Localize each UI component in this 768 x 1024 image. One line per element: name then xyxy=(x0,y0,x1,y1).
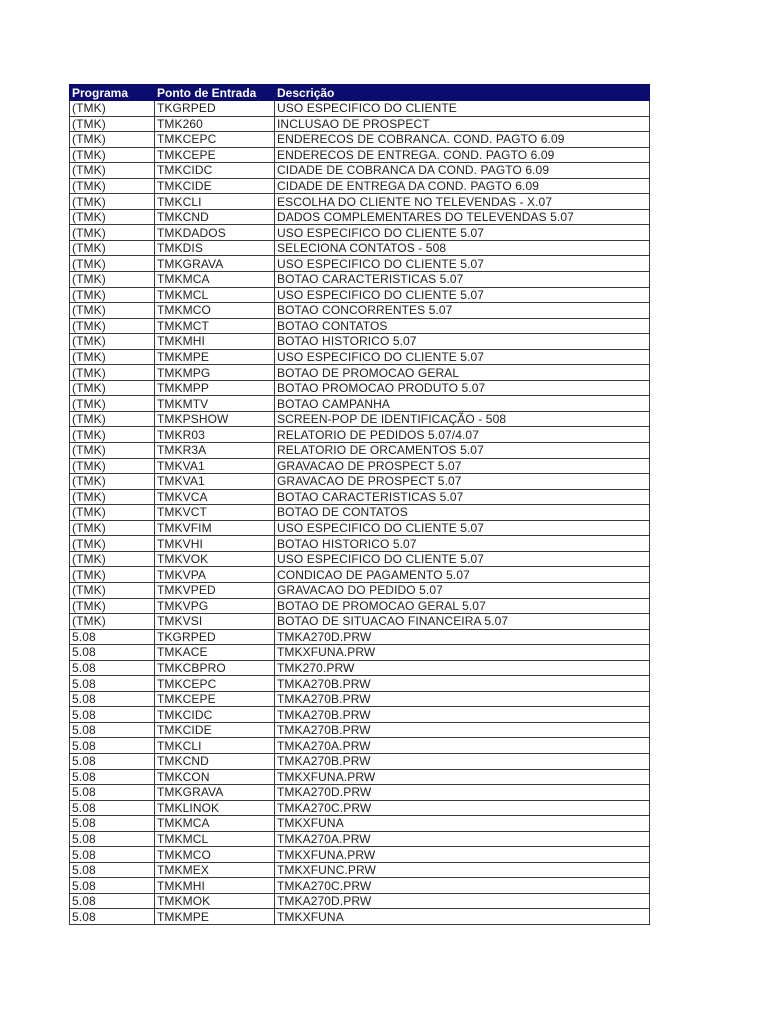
cell-descricao: USO ESPECIFICO DO CLIENTE 5.07 xyxy=(275,520,650,536)
table-row xyxy=(70,645,650,661)
cell-descricao: TMKA270C.PRW xyxy=(275,800,650,816)
cell-ponto-de-entrada: TMKVPED xyxy=(155,582,275,598)
cell-ponto-de-entrada: TMKDIS xyxy=(155,240,275,256)
cell-programa: (TMK) xyxy=(70,365,155,381)
cell-descricao: USO ESPECIFICO DO CLIENTE xyxy=(275,101,650,117)
cell-programa: 5.08 xyxy=(70,707,155,723)
table-row xyxy=(70,116,650,132)
cell-ponto-de-entrada: TMKR03 xyxy=(155,427,275,443)
cell-ponto-de-entrada: TMKCND xyxy=(155,753,275,769)
cell-programa: 5.08 xyxy=(70,847,155,863)
cell-ponto-de-entrada: TMKVCA xyxy=(155,489,275,505)
table-row xyxy=(70,380,650,396)
cell-descricao: BOTAO CARACTERISTICAS 5.07 xyxy=(275,272,650,288)
cell-programa: 5.08 xyxy=(70,909,155,925)
cell-descricao: SCREEN-POP DE IDENTIFICAÇÃO - 508 xyxy=(275,411,650,427)
cell-ponto-de-entrada: TKGRPED xyxy=(155,629,275,645)
cell-descricao: TMKXFUNA xyxy=(275,816,650,832)
cell-programa: (TMK) xyxy=(70,567,155,583)
cell-ponto-de-entrada: TMKCEPE xyxy=(155,147,275,163)
entry-points-table xyxy=(69,84,650,925)
cell-ponto-de-entrada: TMKCIDE xyxy=(155,178,275,194)
table-row xyxy=(70,629,650,645)
cell-programa: (TMK) xyxy=(70,505,155,521)
cell-programa: (TMK) xyxy=(70,334,155,350)
cell-ponto-de-entrada: TMKMHI xyxy=(155,878,275,894)
cell-programa: (TMK) xyxy=(70,303,155,319)
cell-descricao: BOTAO DE SITUACAO FINANCEIRA 5.07 xyxy=(275,614,650,630)
cell-programa: (TMK) xyxy=(70,101,155,117)
cell-programa: 5.08 xyxy=(70,660,155,676)
cell-programa: (TMK) xyxy=(70,520,155,536)
table-row xyxy=(70,551,650,567)
cell-programa: (TMK) xyxy=(70,116,155,132)
table-row xyxy=(70,893,650,909)
cell-programa: (TMK) xyxy=(70,194,155,210)
table-row xyxy=(70,909,650,925)
cell-ponto-de-entrada: TMKCLI xyxy=(155,738,275,754)
cell-programa: (TMK) xyxy=(70,147,155,163)
cell-ponto-de-entrada: TMKVFIM xyxy=(155,520,275,536)
cell-ponto-de-entrada: TMKCLI xyxy=(155,194,275,210)
cell-descricao: TMK270.PRW xyxy=(275,660,650,676)
table-row xyxy=(70,396,650,412)
table-row xyxy=(70,831,650,847)
cell-programa: (TMK) xyxy=(70,318,155,334)
cell-programa: (TMK) xyxy=(70,272,155,288)
cell-descricao: TMKA270A.PRW xyxy=(275,831,650,847)
cell-programa: 5.08 xyxy=(70,629,155,645)
table-row xyxy=(70,800,650,816)
cell-descricao: BOTAO DE PROMOCAO GERAL xyxy=(275,365,650,381)
cell-descricao: ESCOLHA DO CLIENTE NO TELEVENDAS - X.07 xyxy=(275,194,650,210)
table-row xyxy=(70,287,650,303)
table-row xyxy=(70,660,650,676)
cell-programa: 5.08 xyxy=(70,769,155,785)
table-row xyxy=(70,862,650,878)
cell-descricao: ENDERECOS DE COBRANCA. COND. PAGTO 6.09 xyxy=(275,132,650,148)
table-row xyxy=(70,427,650,443)
cell-ponto-de-entrada: TMKCBPRO xyxy=(155,660,275,676)
table-row xyxy=(70,272,650,288)
cell-descricao: GRAVACAO DE PROSPECT 5.07 xyxy=(275,458,650,474)
table-row xyxy=(70,240,650,256)
cell-descricao: TMKA270B.PRW xyxy=(275,707,650,723)
cell-descricao: GRAVACAO DO PEDIDO 5.07 xyxy=(275,582,650,598)
cell-ponto-de-entrada: TMKMCT xyxy=(155,318,275,334)
cell-programa: 5.08 xyxy=(70,862,155,878)
cell-descricao: DADOS COMPLEMENTARES DO TELEVENDAS 5.07 xyxy=(275,209,650,225)
header-programa: Programa xyxy=(70,85,155,101)
cell-descricao: GRAVACAO DE PROSPECT 5.07 xyxy=(275,474,650,490)
cell-ponto-de-entrada: TMKMCO xyxy=(155,847,275,863)
cell-descricao: TMKXFUNC.PRW xyxy=(275,862,650,878)
table-row xyxy=(70,132,650,148)
table-row xyxy=(70,536,650,552)
cell-ponto-de-entrada: TMKMEX xyxy=(155,862,275,878)
table-row xyxy=(70,318,650,334)
cell-descricao: TMKXFUNA xyxy=(275,909,650,925)
table-row xyxy=(70,443,650,459)
table-row xyxy=(70,582,650,598)
cell-ponto-de-entrada: TMKCEPC xyxy=(155,132,275,148)
cell-programa: 5.08 xyxy=(70,816,155,832)
table-row xyxy=(70,691,650,707)
cell-descricao: USO ESPECIFICO DO CLIENTE 5.07 xyxy=(275,287,650,303)
cell-descricao: TMKA270D.PRW xyxy=(275,785,650,801)
header-descricao: Descrição xyxy=(275,85,650,101)
cell-programa: (TMK) xyxy=(70,178,155,194)
table-row xyxy=(70,225,650,241)
cell-descricao: CIDADE DE ENTREGA DA COND. PAGTO 6.09 xyxy=(275,178,650,194)
cell-programa: (TMK) xyxy=(70,458,155,474)
table-row xyxy=(70,816,650,832)
cell-descricao: BOTAO DE CONTATOS xyxy=(275,505,650,521)
cell-ponto-de-entrada: TMKMPE xyxy=(155,909,275,925)
table-row xyxy=(70,567,650,583)
table-header xyxy=(70,85,650,101)
cell-descricao: TMKXFUNA.PRW xyxy=(275,847,650,863)
cell-programa: 5.08 xyxy=(70,893,155,909)
cell-descricao: TMKA270D.PRW xyxy=(275,893,650,909)
cell-ponto-de-entrada: TMKMCL xyxy=(155,287,275,303)
cell-programa: (TMK) xyxy=(70,396,155,412)
cell-ponto-de-entrada: TMKVPA xyxy=(155,567,275,583)
cell-programa: 5.08 xyxy=(70,800,155,816)
cell-programa: 5.08 xyxy=(70,785,155,801)
cell-descricao: BOTAO PROMOCAO PRODUTO 5.07 xyxy=(275,380,650,396)
cell-ponto-de-entrada: TMKVHI xyxy=(155,536,275,552)
cell-ponto-de-entrada: TMKDADOS xyxy=(155,225,275,241)
cell-ponto-de-entrada: TMKVOK xyxy=(155,551,275,567)
table-body xyxy=(70,101,650,925)
cell-descricao: USO ESPECIFICO DO CLIENTE 5.07 xyxy=(275,349,650,365)
cell-programa: 5.08 xyxy=(70,676,155,692)
cell-programa: (TMK) xyxy=(70,427,155,443)
table-row xyxy=(70,474,650,490)
cell-descricao: TMKA270B.PRW xyxy=(275,722,650,738)
table-row xyxy=(70,753,650,769)
table-row xyxy=(70,676,650,692)
header-ponto-de-entrada: Ponto de Entrada xyxy=(155,85,275,101)
table-row xyxy=(70,101,650,117)
cell-programa: (TMK) xyxy=(70,489,155,505)
cell-programa: (TMK) xyxy=(70,474,155,490)
table-row xyxy=(70,878,650,894)
cell-descricao: TMKA270C.PRW xyxy=(275,878,650,894)
cell-descricao: RELATORIO DE PEDIDOS 5.07/4.07 xyxy=(275,427,650,443)
cell-ponto-de-entrada: TMKCIDC xyxy=(155,707,275,723)
cell-ponto-de-entrada: TMKR3A xyxy=(155,443,275,459)
cell-ponto-de-entrada: TMKMCL xyxy=(155,831,275,847)
cell-programa: (TMK) xyxy=(70,225,155,241)
cell-programa: (TMK) xyxy=(70,614,155,630)
cell-ponto-de-entrada: TMKMCA xyxy=(155,272,275,288)
cell-descricao: TMKXFUNA.PRW xyxy=(275,769,650,785)
cell-ponto-de-entrada: TMKCEPC xyxy=(155,676,275,692)
cell-ponto-de-entrada: TMKCEPE xyxy=(155,691,275,707)
cell-descricao: BOTAO CONCORRENTES 5.07 xyxy=(275,303,650,319)
cell-programa: (TMK) xyxy=(70,598,155,614)
cell-programa: 5.08 xyxy=(70,738,155,754)
cell-descricao: TMKA270D.PRW xyxy=(275,629,650,645)
cell-programa: (TMK) xyxy=(70,240,155,256)
cell-ponto-de-entrada: TMKMPG xyxy=(155,365,275,381)
cell-programa: (TMK) xyxy=(70,443,155,459)
cell-programa: (TMK) xyxy=(70,256,155,272)
cell-ponto-de-entrada: TMKLINOK xyxy=(155,800,275,816)
cell-descricao: BOTAO CONTATOS xyxy=(275,318,650,334)
table-row xyxy=(70,163,650,179)
cell-ponto-de-entrada: TMKGRAVA xyxy=(155,785,275,801)
table-row xyxy=(70,489,650,505)
cell-programa: (TMK) xyxy=(70,209,155,225)
cell-descricao: SELECIONA CONTATOS - 508 xyxy=(275,240,650,256)
header-row xyxy=(70,85,650,101)
cell-ponto-de-entrada: TMKMCO xyxy=(155,303,275,319)
table-row xyxy=(70,614,650,630)
cell-ponto-de-entrada: TMKVA1 xyxy=(155,474,275,490)
cell-ponto-de-entrada: TMKCIDE xyxy=(155,722,275,738)
cell-ponto-de-entrada: TMKVSI xyxy=(155,614,275,630)
cell-descricao: CIDADE DE COBRANCA DA COND. PAGTO 6.09 xyxy=(275,163,650,179)
table-row xyxy=(70,738,650,754)
table-row xyxy=(70,505,650,521)
table-row xyxy=(70,178,650,194)
cell-descricao: USO ESPECIFICO DO CLIENTE 5.07 xyxy=(275,225,650,241)
table-row xyxy=(70,209,650,225)
table-row xyxy=(70,334,650,350)
cell-descricao: CONDICAO DE PAGAMENTO 5.07 xyxy=(275,567,650,583)
cell-descricao: RELATORIO DE ORCAMENTOS 5.07 xyxy=(275,443,650,459)
cell-descricao: BOTAO HISTORICO 5.07 xyxy=(275,334,650,350)
cell-ponto-de-entrada: TMKVA1 xyxy=(155,458,275,474)
cell-programa: (TMK) xyxy=(70,380,155,396)
cell-descricao: USO ESPECIFICO DO CLIENTE 5.07 xyxy=(275,256,650,272)
cell-ponto-de-entrada: TMKMCA xyxy=(155,816,275,832)
table-row xyxy=(70,256,650,272)
cell-ponto-de-entrada: TMKCON xyxy=(155,769,275,785)
cell-descricao: TMKA270B.PRW xyxy=(275,676,650,692)
table-row xyxy=(70,520,650,536)
cell-ponto-de-entrada: TMKVPG xyxy=(155,598,275,614)
cell-ponto-de-entrada: TMKVCT xyxy=(155,505,275,521)
table-row xyxy=(70,303,650,319)
cell-programa: 5.08 xyxy=(70,645,155,661)
cell-ponto-de-entrada: TMKMTV xyxy=(155,396,275,412)
table-row xyxy=(70,722,650,738)
cell-ponto-de-entrada: TMK260 xyxy=(155,116,275,132)
cell-programa: (TMK) xyxy=(70,287,155,303)
table-row xyxy=(70,785,650,801)
cell-ponto-de-entrada: TMKMPE xyxy=(155,349,275,365)
cell-programa: 5.08 xyxy=(70,691,155,707)
cell-programa: (TMK) xyxy=(70,132,155,148)
cell-ponto-de-entrada: TMKCND xyxy=(155,209,275,225)
cell-ponto-de-entrada: TKGRPED xyxy=(155,101,275,117)
cell-descricao: TMKXFUNA.PRW xyxy=(275,645,650,661)
cell-descricao: TMKA270A.PRW xyxy=(275,738,650,754)
cell-descricao: BOTAO CAMPANHA xyxy=(275,396,650,412)
table-row xyxy=(70,458,650,474)
cell-ponto-de-entrada: TMKMHI xyxy=(155,334,275,350)
cell-descricao: BOTAO CARACTERISTICAS 5.07 xyxy=(275,489,650,505)
table-row xyxy=(70,707,650,723)
cell-ponto-de-entrada: TMKGRAVA xyxy=(155,256,275,272)
cell-programa: (TMK) xyxy=(70,411,155,427)
cell-programa: 5.08 xyxy=(70,878,155,894)
table-row xyxy=(70,411,650,427)
cell-programa: (TMK) xyxy=(70,536,155,552)
cell-descricao: TMKA270B.PRW xyxy=(275,691,650,707)
table-row xyxy=(70,349,650,365)
cell-programa: 5.08 xyxy=(70,753,155,769)
cell-programa: (TMK) xyxy=(70,582,155,598)
cell-programa: (TMK) xyxy=(70,163,155,179)
cell-ponto-de-entrada: TMKCIDC xyxy=(155,163,275,179)
cell-programa: (TMK) xyxy=(70,551,155,567)
cell-programa: 5.08 xyxy=(70,831,155,847)
cell-ponto-de-entrada: TMKMPP xyxy=(155,380,275,396)
table-row xyxy=(70,194,650,210)
cell-ponto-de-entrada: TMKPSHOW xyxy=(155,411,275,427)
cell-descricao: BOTAO DE PROMOCAO GERAL 5.07 xyxy=(275,598,650,614)
cell-programa: (TMK) xyxy=(70,349,155,365)
table-row xyxy=(70,365,650,381)
cell-ponto-de-entrada: TMKACE xyxy=(155,645,275,661)
table-row xyxy=(70,847,650,863)
cell-descricao: USO ESPECIFICO DO CLIENTE 5.07 xyxy=(275,551,650,567)
table-row xyxy=(70,598,650,614)
cell-ponto-de-entrada: TMKMOK xyxy=(155,893,275,909)
cell-descricao: TMKA270B.PRW xyxy=(275,753,650,769)
cell-descricao: INCLUSAO DE PROSPECT xyxy=(275,116,650,132)
cell-descricao: BOTAO HISTORICO 5.07 xyxy=(275,536,650,552)
cell-descricao: ENDERECOS DE ENTREGA. COND. PAGTO 6.09 xyxy=(275,147,650,163)
cell-programa: 5.08 xyxy=(70,722,155,738)
table-row xyxy=(70,769,650,785)
table-row xyxy=(70,147,650,163)
